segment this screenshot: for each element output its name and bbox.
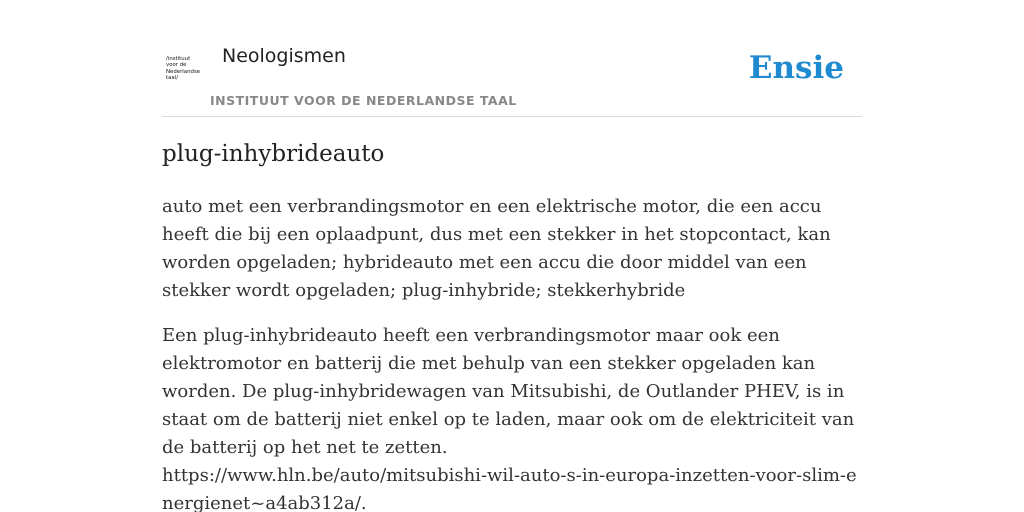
ensie-brand-link[interactable]: Ensie: [748, 50, 844, 86]
logo-line: /instituut: [166, 56, 191, 62]
site-header: [162, 40, 862, 117]
app-name[interactable]: Neologismen: [222, 45, 346, 67]
example-text: Een plug-inhybrideauto heeft een verbrandingsmotor maar ook een elektromotor en batterij die met behulp van een stekker opgeladen kan worden. De plug-inhybridewagen van Mitsubishi, de Outlander PHEV, is in staat om de batterij niet enkel op te laden, maar ook om de elektriciteit van de batterij op het net te zetten.: [162, 325, 855, 458]
logo-line: voor de: [166, 62, 187, 69]
logo-line: Nederlandse: [166, 68, 201, 75]
entry-example: [162, 322, 864, 512]
logo-line: taal/: [166, 74, 179, 81]
entry-term: plug-inhybrideauto: [162, 141, 385, 167]
entry-definition: auto met een verbrandingsmotor en een elektrische motor, die een accu heeft die bij een oplaadpunt, dus met een stekker in het stopcontact, kan worden opgeladen; hybrideauto met een accu die door middel van een stekker wordt opgeladen; plug-inhybride; stekkerhybride: [162, 196, 831, 301]
institute-logo[interactable]: [166, 56, 206, 90]
source-link[interactable]: https://www.hln.be/auto/mitsubishi-wil-auto-s-in-europa-inzetten-voor-slim-energienet~a4ab312a/.: [162, 465, 857, 512]
entry-content: [162, 136, 864, 512]
org-name: INSTITUUT VOOR DE NEDERLANDSE TAAL: [210, 93, 517, 108]
